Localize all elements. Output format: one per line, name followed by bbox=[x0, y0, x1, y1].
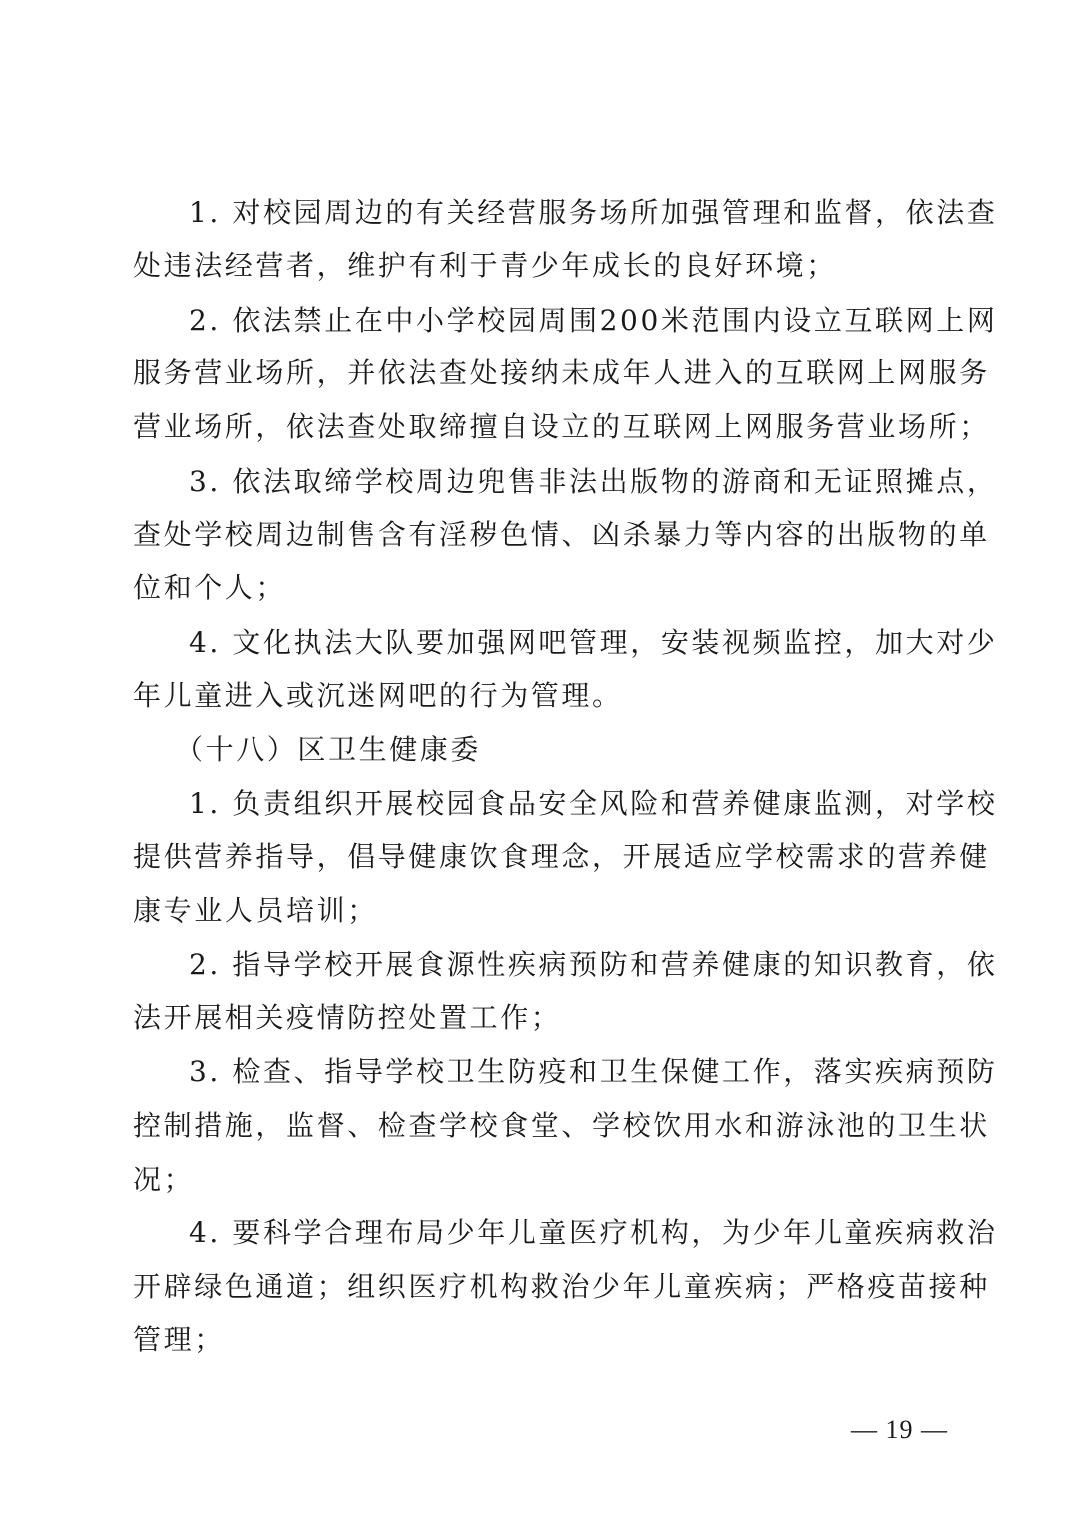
text-line: 开辟绿色通道；组织医疗机构救治少年儿童疾病；严格疫苗接种 bbox=[133, 1270, 990, 1303]
text-line: 3. 依法取缔学校周边兜售非法出版物的游商和无证照摊点， bbox=[189, 465, 998, 498]
page-number: — 19 — bbox=[851, 1415, 948, 1444]
text-line: 位和个人； bbox=[133, 571, 287, 604]
text-line: 4. 要科学合理布局少年儿童医疗机构，为少年儿童疾病救治 bbox=[189, 1216, 998, 1249]
text-line: 2. 依法禁止在中小学校园周围200米范围内设立互联网上网 bbox=[189, 304, 998, 337]
text-line: 2. 指导学校开展食源性疾病预防和营养健康的知识教育，依 bbox=[189, 948, 998, 981]
text-line: 服务营业场所，并依法查处接纳未成年人进入的互联网上网服务 bbox=[133, 356, 990, 389]
text-line: 4. 文化执法大队要加强网吧管理，安装视频监控，加大对少 bbox=[189, 626, 998, 659]
text-line: 营业场所，依法查处取缔擅自设立的互联网上网服务营业场所； bbox=[133, 410, 990, 443]
text-line: 年儿童进入或沉迷网吧的行为管理。 bbox=[133, 679, 623, 712]
text-line: 3. 检查、指导学校卫生防疫和卫生保健工作，落实疾病预防 bbox=[189, 1055, 998, 1088]
text-line: 法开展相关疫情防控处置工作； bbox=[133, 1001, 562, 1034]
text-line: 处违法经营者，维护有利于青少年成长的良好环境； bbox=[133, 249, 837, 282]
text-line: 1. 负责组织开展校园食品安全风险和营养健康监测，对学校 bbox=[189, 787, 998, 820]
section-heading: （十八）区卫生健康委 bbox=[175, 733, 482, 766]
text-line: 查处学校周边制售含有淫秽色情、凶杀暴力等内容的出版物的单 bbox=[133, 518, 990, 551]
text-line: 提供营养指导，倡导健康饮食理念，开展适应学校需求的营养健 bbox=[133, 840, 990, 873]
text-line: 管理； bbox=[133, 1323, 225, 1356]
text-line: 1. 对校园周边的有关经营服务场所加强管理和监督，依法查 bbox=[189, 196, 998, 229]
text-line: 况； bbox=[133, 1163, 195, 1196]
text-line: 控制措施，监督、检查学校食堂、学校饮用水和游泳池的卫生状 bbox=[133, 1109, 990, 1142]
text-line: 康专业人员培训； bbox=[133, 894, 378, 927]
